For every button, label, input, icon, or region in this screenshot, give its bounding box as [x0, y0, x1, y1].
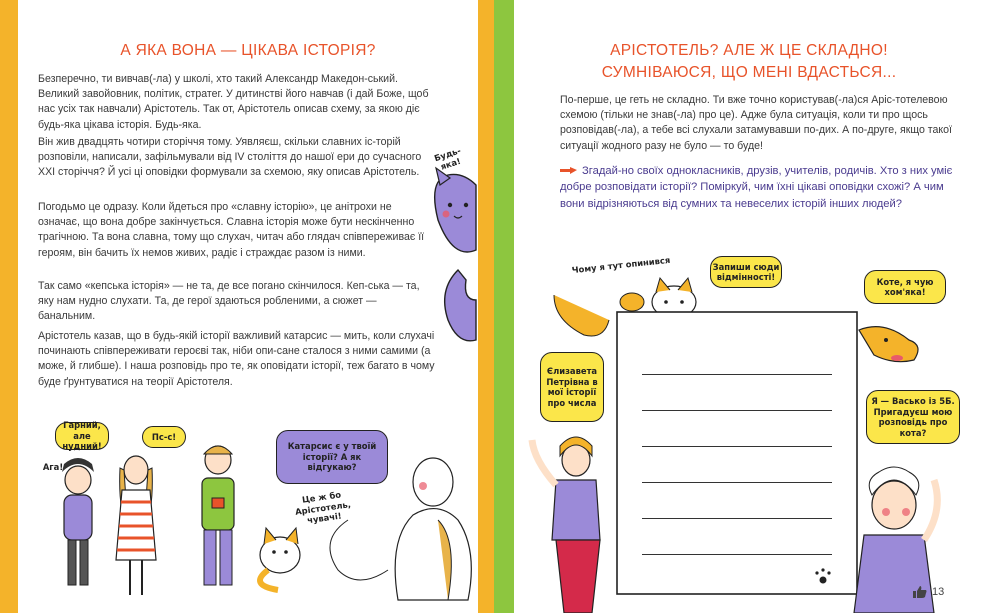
task-text: Згадай-но своїх однокласників, друзів, учителів, родичів. Хто з них уміє добре розповідати історії? Поміркуй, чим їхні цікаві оповідки схожі? А чим вони відрізняються від сумних та невеселих історій інших людей?	[560, 165, 953, 210]
right-page-title-line-1: АРІСТОТЕЛЬ? АЛЕ Ж ЦЕ СКЛАДНО!	[610, 42, 888, 59]
chomu-label: Чому я тут опинився	[571, 254, 671, 275]
answer-line-6[interactable]	[642, 554, 832, 555]
aga-label: Ага!	[42, 461, 64, 472]
tse-zh-label: Це ж бо Арістотель, чувачі!	[294, 489, 352, 526]
task-block	[560, 163, 960, 212]
right-page	[514, 0, 988, 613]
paragraph-4: Так само «кепська історія» — не та, де все погано скінчилося. Кеп-ська — та, яку нам нудно слухати. Та, де герої здаються робленими, а сюжет — банальним.	[38, 280, 420, 323]
purple-cat-illustration	[418, 150, 478, 360]
answer-line-1[interactable]	[642, 374, 832, 375]
left-page	[18, 0, 478, 613]
pos-bubble: Пс-с!	[142, 426, 186, 448]
thumbs-up-icon	[912, 585, 928, 599]
paragraph-2: Він жив двадцять чотири сторіччя тому. Уявляєш, скільки славних іс-торій розповіли, написали, зафільмували від IV століття до нашої ери до сучасного XXI сторіччя? Й усі ці оповідки формували за схемою, яку описав Арістотель.	[38, 136, 422, 179]
answer-line-3[interactable]	[642, 446, 832, 447]
answer-line-4[interactable]	[642, 482, 832, 483]
paragraph-3: Погодьмо це одразу. Коли йдеться про «славну історію», це анітрохи не означає, що вона добре закінчується. Славна історія може бути нескінченно трагічною. Та вона славна, тому що слухач, читач або глядач співпереживає її героям, він бачить їх немов живих, радіє і страждає разом із ними.	[38, 201, 425, 259]
vasko-bubble: Я — Васько із 5Б. Пригадуєш мою розповідь про кота?	[866, 390, 960, 444]
right-page-title-line-2: СУМНІВАЮСЯ, ЩО МЕНІ ВДАСТЬСЯ...	[601, 64, 897, 81]
paragraph-5: Арістотель казав, що в будь-якій історії важливий катарсис — мить, коли слухачі починають співпереживати героєві так, ніби опи-сане сталося з ними самими (а може, й глибше). І наша розповідь про те, як оповідати історії, теж багато в чому буде ґрунтуватися на теорії Арістотеля.	[38, 330, 435, 388]
page-number: 13	[932, 586, 945, 598]
right-paragraph: По-перше, це геть не складно. Ти вже точно користував(-ла)ся Аріс-тотелевою схемою (тільки не знав(-ла) про це). Адже була ситуація, коли ти про щось розповідав(-ла), а тебе всі слухали затамувавши по-дих. А по-друге, якщо такої ситуації жодного разу не було — то буде!	[560, 94, 952, 152]
harnyi-bubble: Гарний, але нудний!	[55, 422, 109, 450]
left-page-title: А ЯКА ВОНА — ЦІКАВА ІСТОРІЯ?	[120, 42, 376, 59]
answer-line-5[interactable]	[642, 518, 832, 519]
budy-yaka-bubble: Будь-яка!	[432, 144, 462, 172]
elyzaveta-bubble: Єлизавета Петрівна в мої історії про числа	[540, 352, 604, 422]
answer-line-2[interactable]	[642, 410, 832, 411]
paragraph-1: Безперечно, ти вивчав(-ла) у школі, хто такий Александр Македон-ський. Великий завойовник, політик, стратег. У дитинстві його навчав (і дай Боже, щоб нас усіх так навчали) Арістотель. Так от, Арістотель описав схему, за якою діє будь-яка цікава історія. Будь-яка.	[38, 73, 429, 131]
zapyshy-bubble: Запиши сюди відмінності!	[710, 256, 782, 288]
pointing-hand-icon	[560, 166, 578, 176]
kote-bubble: Коте, я чую хом'яка!	[864, 270, 946, 304]
katarsys-bubble: Катарсис є у твоїй історії? А як відгукаю?	[276, 430, 388, 484]
